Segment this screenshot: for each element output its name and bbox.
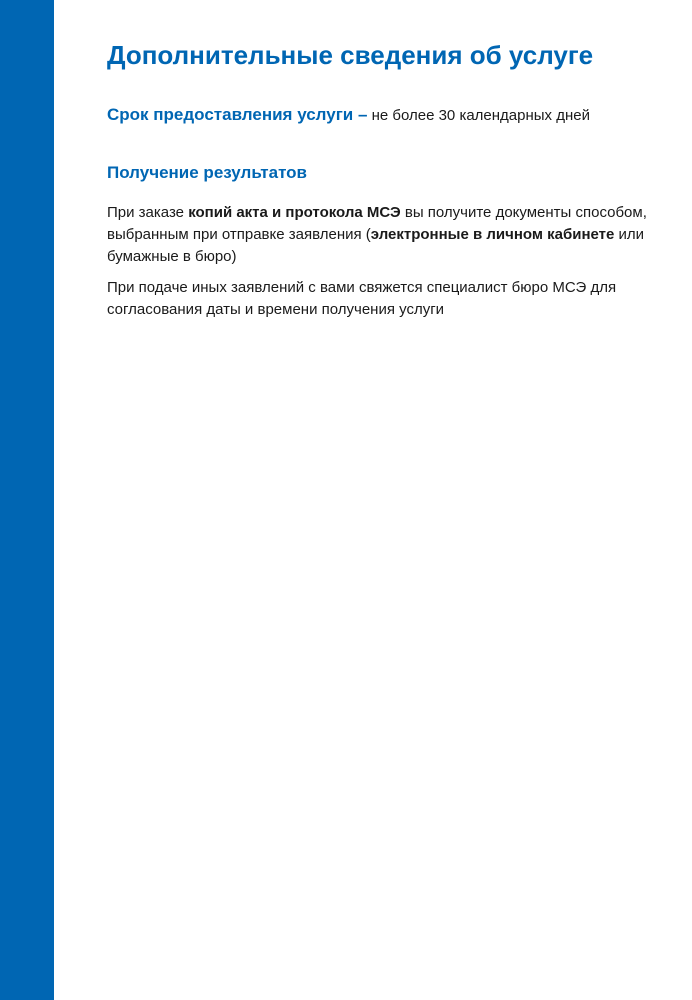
bold-copies-phrase: копий акта и протокола МСЭ <box>188 204 401 221</box>
service-term-value: не более 30 календарных дней <box>367 107 590 124</box>
bold-electronic-phrase: электронные в личном кабинете <box>370 226 615 243</box>
service-term <box>107 104 590 127</box>
results-paragraph-copies <box>107 202 667 268</box>
text-segment: или бумажные в бюро) <box>107 226 645 265</box>
text-segment: При заказе <box>107 204 189 221</box>
service-term-label: Срок предоставления услуги – <box>107 105 368 124</box>
results-paragraph-other: При подаче иных заявлений с вами свяжется специалист бюро МСЭ для согласования даты и времени получения услуги <box>107 279 617 318</box>
side-accent-bar <box>0 0 54 1000</box>
page-title: Дополнительные сведения об услуге <box>107 40 594 70</box>
results-heading: Получение результатов <box>107 163 307 182</box>
text-segment: вы получите документы способом, выбранным при отправке заявления ( <box>107 204 647 243</box>
